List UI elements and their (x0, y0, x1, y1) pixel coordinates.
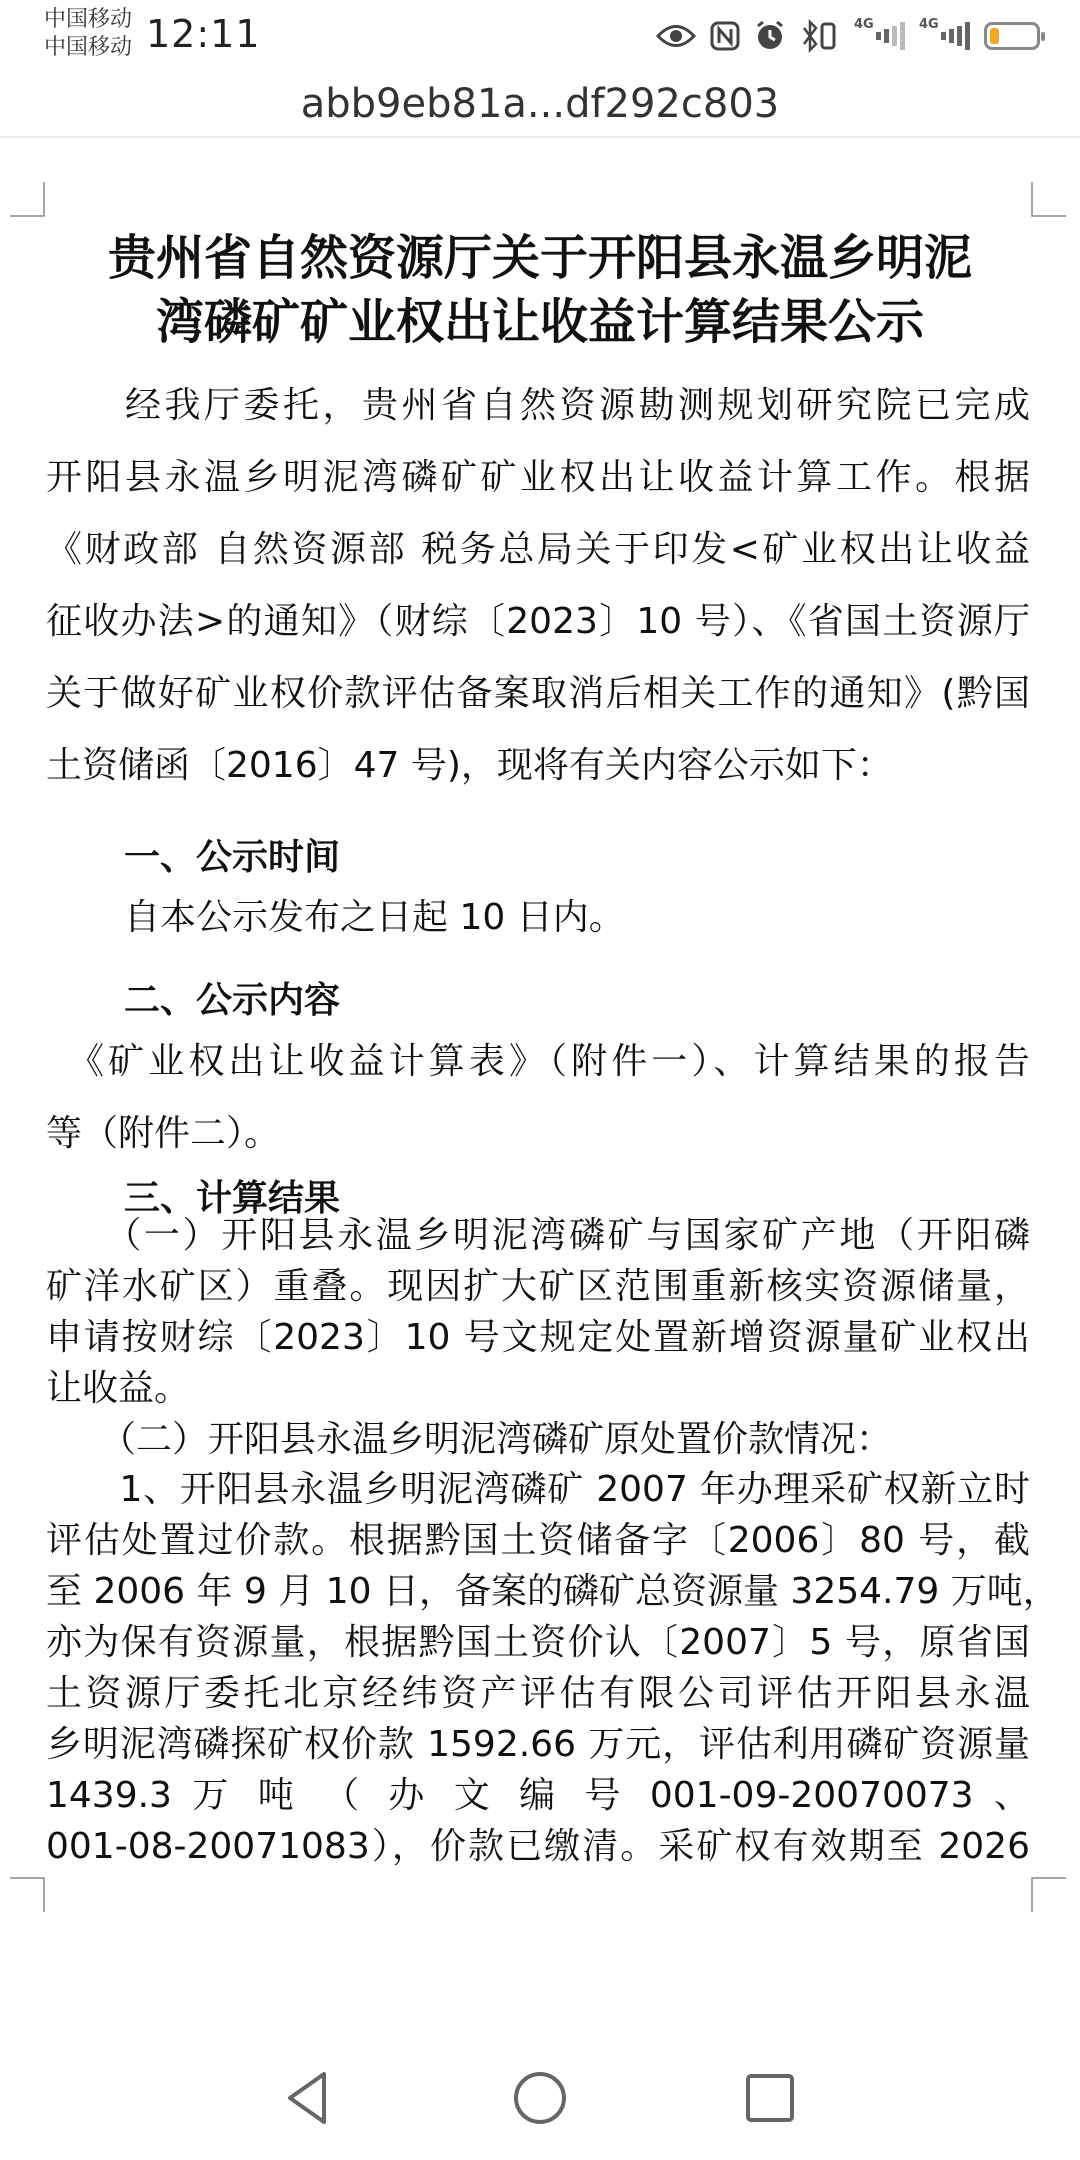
intro-paragraph (46, 370, 1030, 802)
section-3a-text (46, 1210, 1030, 1465)
text-line: 至 2006 年 9 月 10 日，备案的磷矿总资源量 3254.79 万吨， (46, 1571, 1059, 1612)
eye-icon (656, 23, 696, 49)
text-line: 申请按财综〔2023〕10 号文规定处置新增资源量矿业权出 (46, 1317, 1030, 1358)
clock: 12:11 (146, 12, 261, 56)
document-page[interactable] (0, 136, 1080, 1916)
text-line: 关于做好矿业权价款评估备案取消后相关工作的通知》(黔国 (46, 673, 1030, 714)
carrier-1: 中国移动 (44, 7, 133, 32)
carrier-labels (44, 6, 132, 62)
crop-mark-top-right (1030, 182, 1066, 218)
back-icon[interactable] (278, 2068, 338, 2128)
text-line: 开阳县永温乡明泥湾磷矿矿业权出让收益计算工作。根据 (46, 457, 1030, 498)
document-title (40, 226, 1040, 354)
text-line: 征收办法>的通知》（财综〔2023〕10 号）、《省国土资源厅 (46, 601, 1030, 642)
signal-icon (854, 17, 905, 51)
text-line: 土资源厅委托北京经纬资产评估有限公司评估开阳县永温 (46, 1673, 1030, 1714)
nfc-icon (710, 21, 740, 51)
text-line: 亦为保有资源量，根据黔国土资价认〔2007〕5 号，原省国 (46, 1622, 1030, 1663)
home-icon[interactable] (510, 2068, 570, 2128)
battery-icon (984, 22, 1040, 50)
text-line: 经我厅委托，贵州省自然资源勘测规划研究院已完成 (46, 385, 1030, 426)
text-line: 1439.3 万 吨 （ 办 文 编 号 001-09-20070073 、 (46, 1775, 1030, 1816)
section-2-text (46, 1026, 1030, 1170)
status-bar (0, 0, 1080, 72)
battery-level (990, 28, 999, 44)
navigation-bar (0, 2040, 1080, 2160)
text-line: 土资储函〔2016〕47 号)，现将有关内容公示如下： (46, 745, 893, 786)
network-label-2: 4G (919, 17, 939, 32)
carrier-2: 中国移动 (44, 35, 133, 60)
status-icons (656, 14, 1040, 58)
signal-icon-2 (919, 17, 970, 51)
text-line: 自本公示发布之日起 10 日内。 (124, 897, 625, 938)
section-heading-2: 二、公示内容 (124, 980, 341, 1021)
bluetooth-vibrate-icon (800, 19, 840, 53)
text-line: 让收益。 (46, 1368, 191, 1409)
text-line: 《矿业权出让收益计算表》（附件一）、计算结果的报告 (46, 1041, 1030, 1082)
section-3b-text (46, 1464, 1059, 1872)
text-line: 评估处置过价款。根据黔国土资储备字〔2006〕80 号，截 (46, 1520, 1030, 1561)
recents-icon[interactable] (740, 2068, 800, 2128)
text-line: 1、开阳县永温乡明泥湾磷矿 2007 年办理采矿权新立时 (46, 1469, 1030, 1510)
crop-mark-bottom-left (10, 1876, 46, 1912)
section-heading-1: 一、公示时间 (124, 837, 341, 878)
text-line: 矿洋水矿区）重叠。现因扩大矿区范围重新核实资源储量， (46, 1266, 1030, 1307)
section-heading-3: 三、计算结果 (124, 1178, 341, 1219)
text-line: 《财政部 自然资源部 税务总局关于印发<矿业权出让收益 (46, 529, 1030, 570)
alarm-icon (754, 20, 786, 52)
text-line: 等（附件二）。 (46, 1113, 281, 1154)
url-bar[interactable] (0, 72, 1080, 138)
text-line: （一）开阳县永温乡明泥湾磷矿与国家矿产地（开阳磷 (46, 1215, 1030, 1256)
crop-mark-bottom-right (1030, 1876, 1066, 1912)
text-line: 乡明泥湾磷探矿权价款 1592.66 万元，评估利用磷矿资源量 (46, 1724, 1030, 1765)
title-line: 贵州省自然资源厅关于开阳县永温乡明泥 (107, 230, 972, 286)
text-line: 001-08-20071083），价款已缴清。采矿权有效期至 2026 (46, 1826, 1030, 1867)
section-1-text (124, 882, 1024, 954)
network-label-1: 4G (854, 17, 874, 32)
document-filename: abb9eb81a...df292c803 (300, 81, 780, 127)
title-line: 湾磷矿矿业权出让收益计算结果公示 (155, 294, 924, 350)
text-line: （二）开阳县永温乡明泥湾磷矿原处置价款情况： (46, 1419, 893, 1460)
crop-mark-top-left (10, 182, 46, 218)
